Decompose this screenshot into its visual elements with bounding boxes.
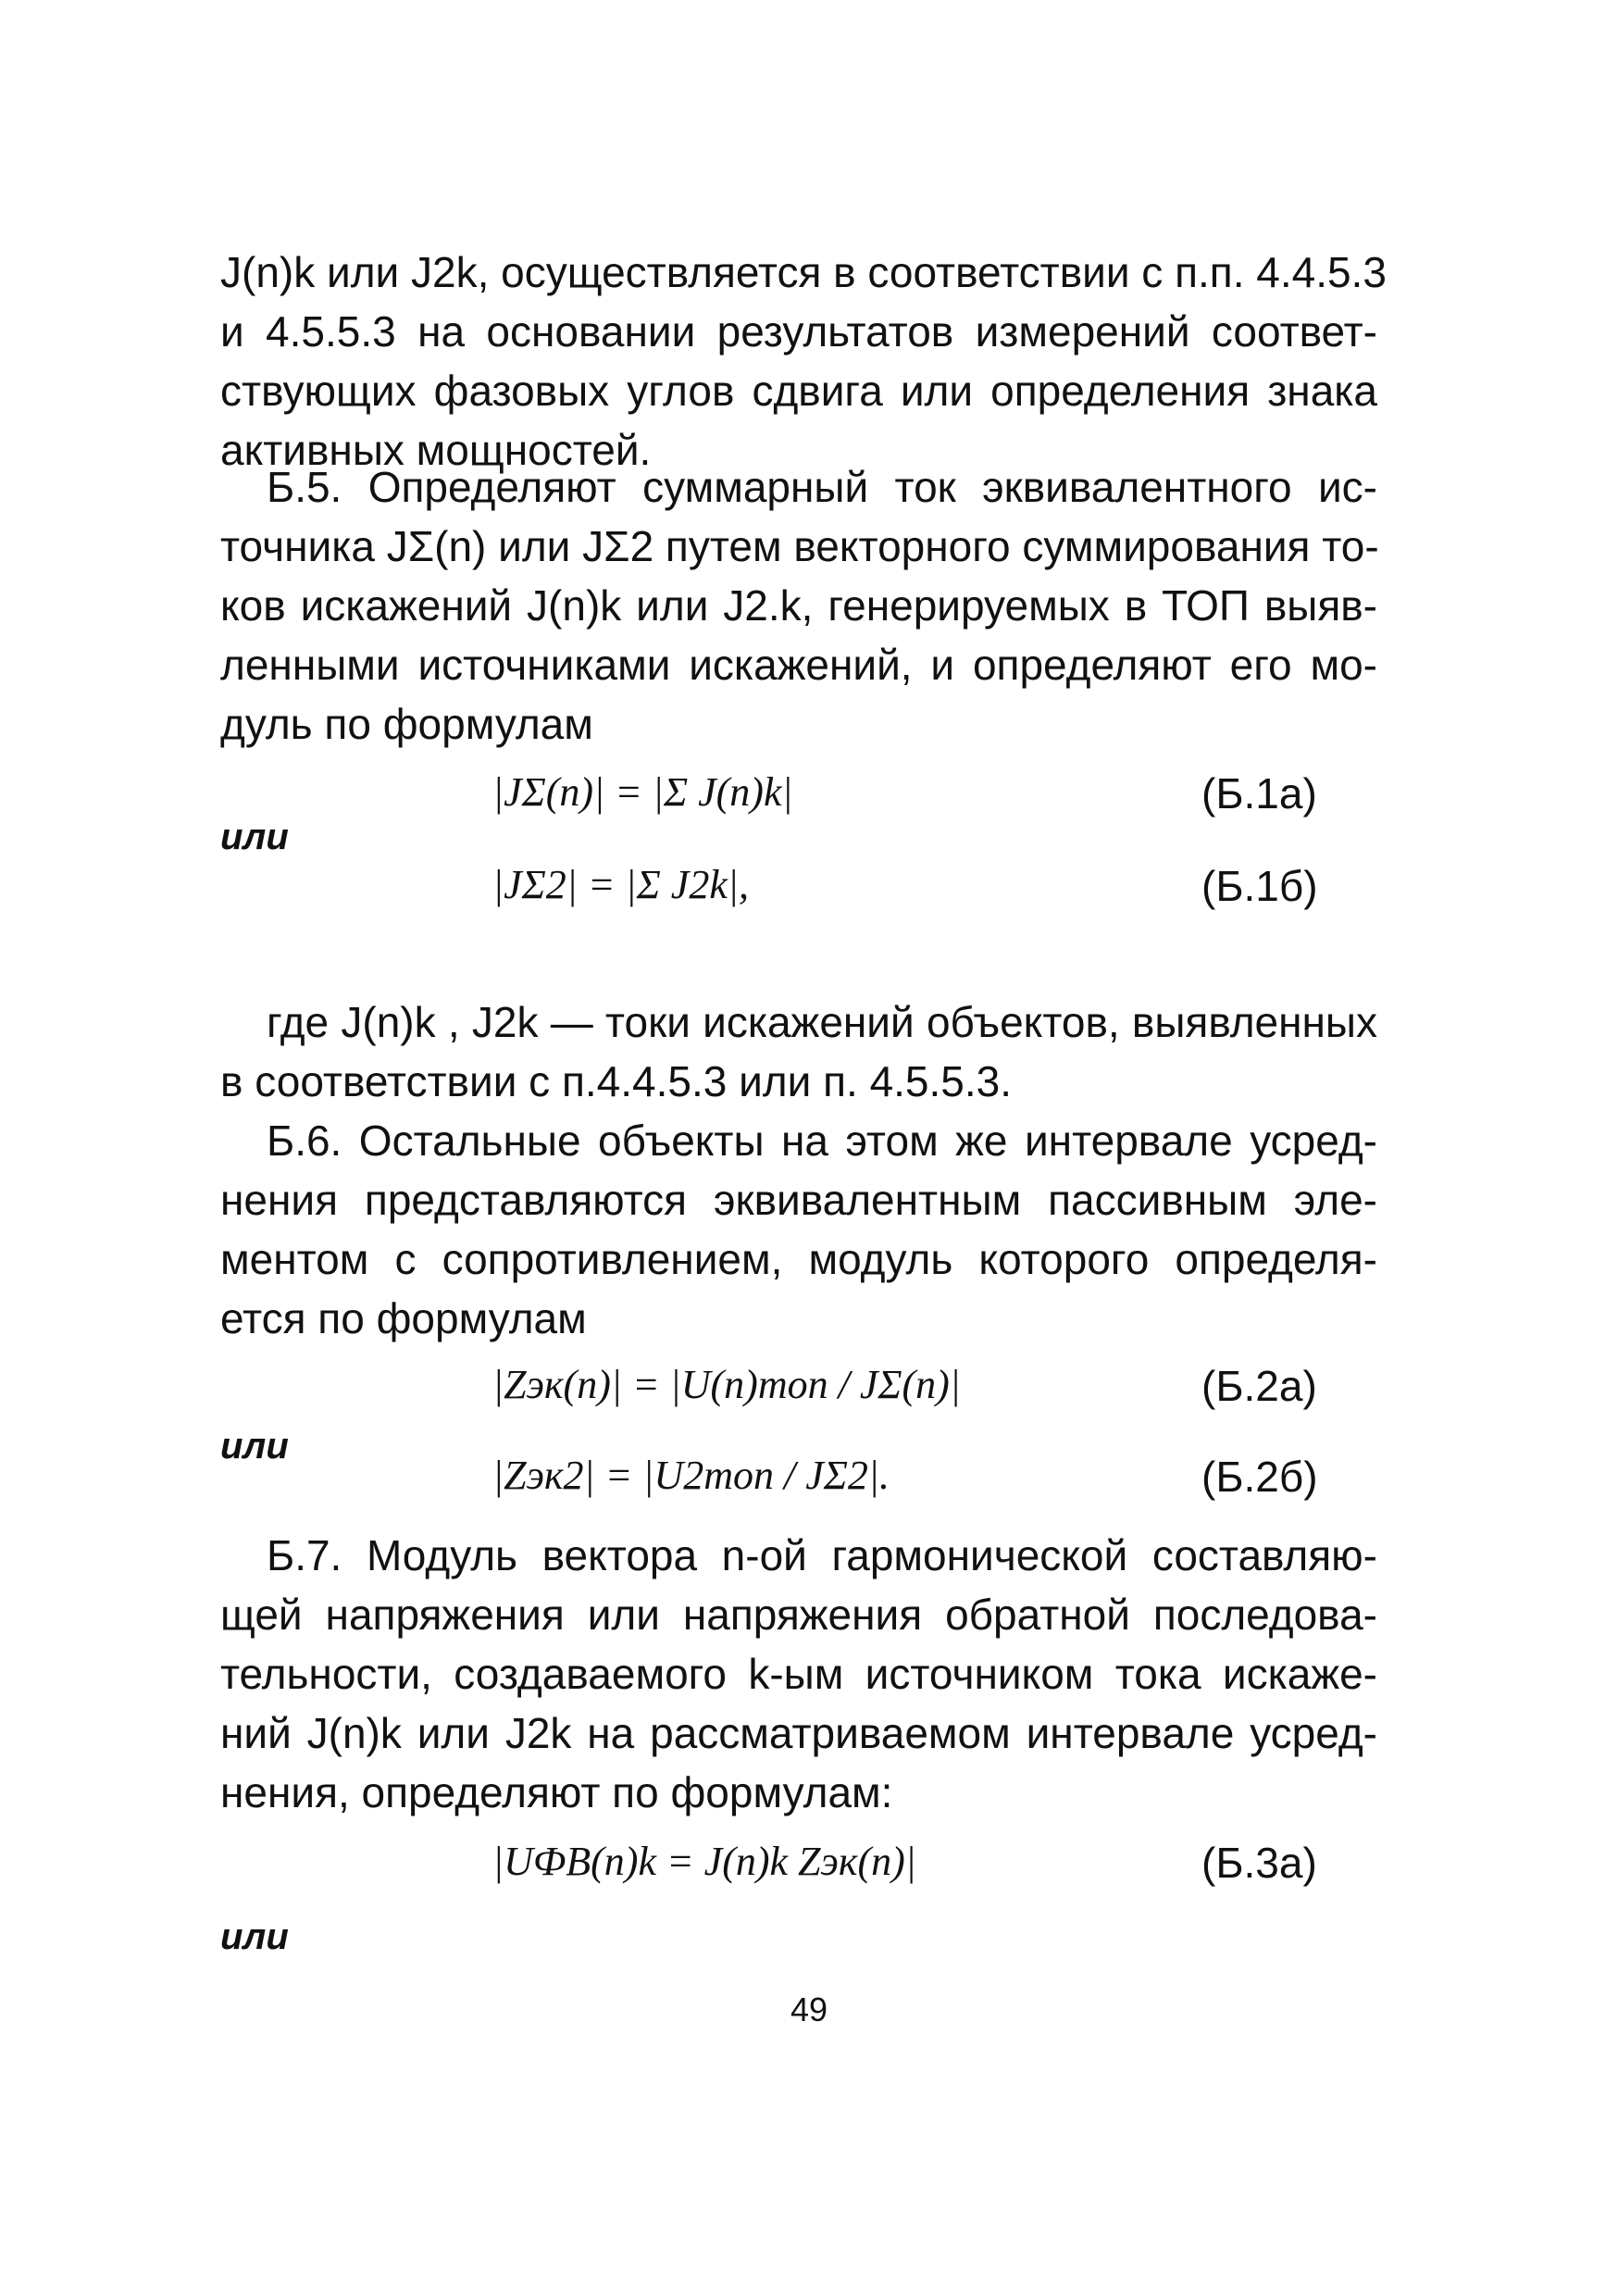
text-line: нения, определяют по формулам: <box>220 1768 893 1816</box>
text-line: щей напряжения или напряжения обратной последова- <box>220 1591 1377 1639</box>
or-label: или <box>220 817 289 857</box>
page-number: 49 <box>790 1990 828 2028</box>
text-line: ленными источниками искажений, и определяют его мо- <box>220 641 1377 689</box>
formula-b1a: |JΣ(n)| = |Σ J(n)k| <box>492 769 793 815</box>
equation-number-b2b: (Б.2б) <box>1201 1453 1318 1501</box>
text-line: Б.7. Модуль вектора n-ой гармонической составляю- <box>267 1531 1377 1579</box>
formula-b1b: |JΣ2| = |Σ J2k|, <box>492 862 749 907</box>
text-line: и 4.5.5.3 на основании результатов измерений соответ- <box>220 307 1377 356</box>
text-line: ется по формулам <box>220 1294 587 1342</box>
text-line: ствующих фазовых углов сдвига или определения знака <box>220 367 1377 415</box>
text-line: Б.5. Определяют суммарный ток эквивалентного ис- <box>267 463 1377 511</box>
text-line: активных мощностей. <box>220 426 652 474</box>
text-line: где J(n)k , J2k — токи искажений объектов, выявленных <box>267 998 1377 1046</box>
text-line: тельности, создаваемого k-ым источником тока искаже- <box>220 1650 1377 1698</box>
paragraph-intro <box>220 243 1387 480</box>
text-line: ков искажений J(n)k или J2.k, генерируемых в ТОП выяв- <box>220 581 1377 630</box>
paragraph-b7 <box>220 1526 1377 1822</box>
text-line: Б.6. Остальные объекты на этом же интервале усред- <box>267 1117 1377 1165</box>
text-line: ментом с сопротивлением, модуль которого определя- <box>220 1235 1377 1283</box>
equation-number-b2a: (Б.2а) <box>1201 1362 1317 1410</box>
text-line: точника JΣ(n) или JΣ2 путем векторного суммирования то- <box>220 522 1379 570</box>
equation-number-b1b: (Б.1б) <box>1201 862 1318 910</box>
formula-b2a: |Zэк(n)| = |U(n)топ / JΣ(n)| <box>492 1362 961 1407</box>
or-label: или <box>220 1426 289 1466</box>
text-line: в соответствии с п.4.4.5.3 или п. 4.5.5.3. <box>220 1057 1013 1105</box>
paragraph-b6 <box>220 1111 1377 1348</box>
text-line: нения представляются эквивалентным пассивным эле- <box>220 1176 1377 1224</box>
formula-b2b: |Zэк2| = |U2топ / JΣ2|. <box>492 1453 890 1498</box>
formula-b3a: |UФВ(n)k = J(n)k Zэк(n)| <box>492 1839 916 1884</box>
equation-number-b3a: (Б.3а) <box>1201 1839 1317 1887</box>
text-line: ний J(n)k или J2k на рассматриваемом интервале усред- <box>220 1709 1377 1757</box>
paragraph-b5 <box>220 457 1377 754</box>
or-label: или <box>220 1916 289 1957</box>
text-line: дуль по формулам <box>220 700 593 748</box>
text-line: J(n)k или J2k, осуществляется в соответствии с п.п. 4.4.5.3 <box>220 248 1387 296</box>
equation-number-b1a: (Б.1а) <box>1201 769 1317 817</box>
paragraph-where <box>220 992 1377 1111</box>
